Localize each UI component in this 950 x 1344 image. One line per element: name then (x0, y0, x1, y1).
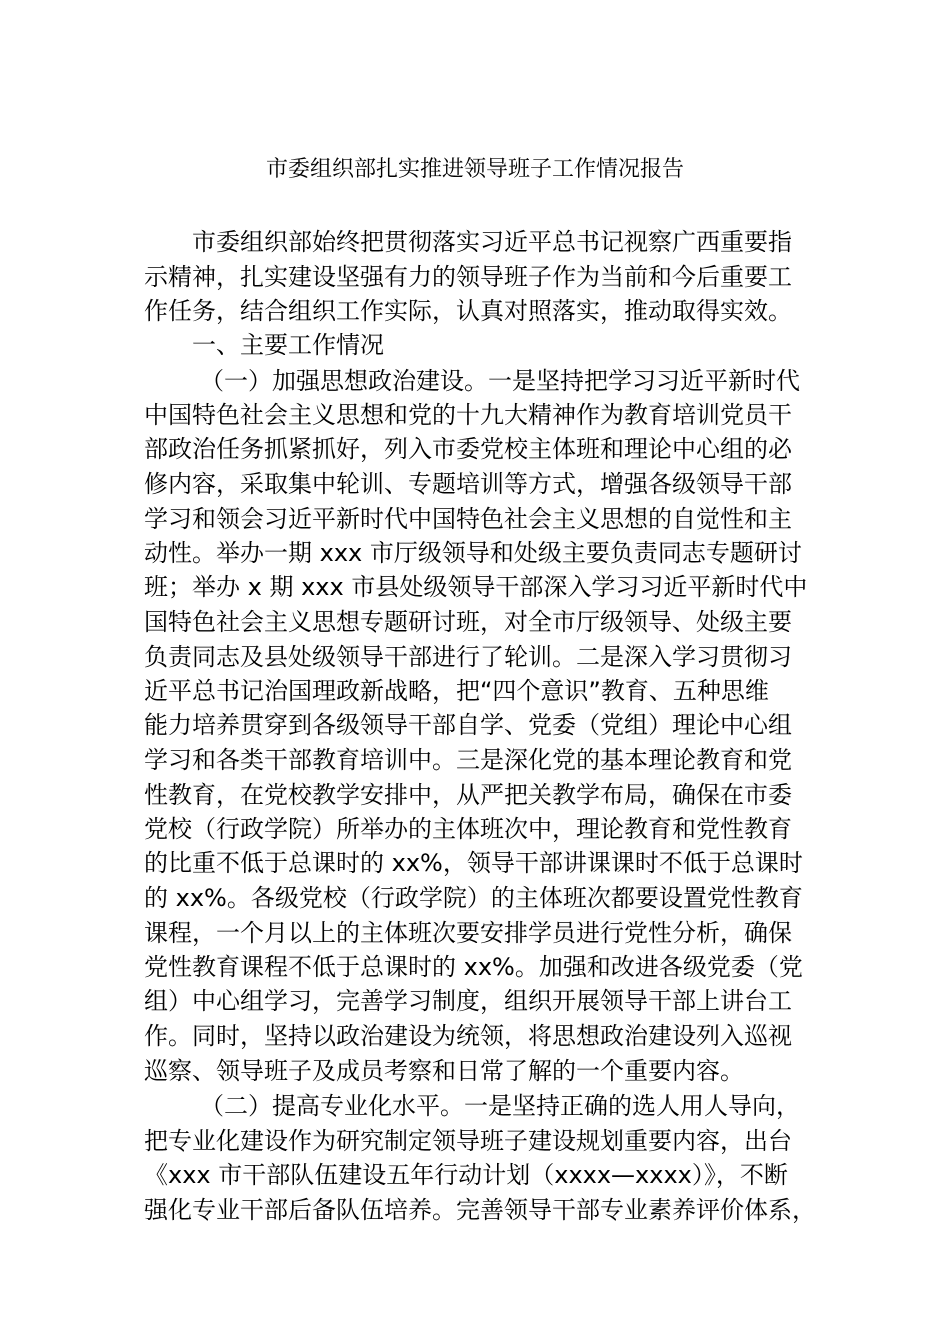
paragraph-line: 负责同志及县处级领导干部进行了轮训。二是深入学习贯彻习 (144, 643, 792, 671)
paragraph-line: 班；举办 x 期 xxx 市县处级领导干部深入学习习近平新时代中 (144, 573, 808, 601)
paragraph-line: 党校（行政学院）所举办的主体班次中，理论教育和党性教育 (144, 815, 792, 843)
paragraph-line: 强化专业干部后备队伍培养。完善领导干部专业素养评价体系， (144, 1196, 816, 1224)
paragraph-line: 课程，一个月以上的主体班次要安排学员进行党性分析，确保 (144, 919, 792, 947)
paragraph-line: 作。同时，坚持以政治建设为统领，将思想政治建设列入巡视 (144, 1022, 792, 1050)
document-title: 市委组织部扎实推进领导班子工作情况报告 (265, 157, 684, 182)
paragraph-line: 学习和领会习近平新时代中国特色社会主义思想的自觉性和主 (144, 505, 792, 533)
paragraph-line: 修内容，采取集中轮训、专题培训等方式，增强各级领导干部 (144, 470, 792, 498)
paragraph-line: 的比重不低于总课时的 xx%，领导干部讲课课时不低于总课时 (144, 849, 803, 877)
paragraph-line: 中国特色社会主义思想和党的十九大精神作为教育培训党员干 (144, 401, 792, 429)
paragraph-line: 作任务，结合组织工作实际，认真对照落实，推动取得实效。 (144, 297, 792, 325)
paragraph-line: 《xxx 市干部队伍建设五年行动计划（xxxx—xxxx）》，不断 (144, 1161, 788, 1189)
paragraph-line: 能力培养贯穿到各级领导干部自学、党委（党组）理论中心组 (144, 711, 792, 739)
paragraph-line: 动性。举办一期 xxx 市厅级领导和处级主要负责同志专题研讨 (144, 539, 802, 567)
paragraph-line: 市委组织部始终把贯彻落实习近平总书记视察广西重要指 (192, 228, 792, 256)
paragraph-line: 把专业化建设作为研究制定领导班子建设规划重要内容，出台 (144, 1127, 792, 1155)
paragraph-line: 巡察、领导班子及成员考察和日常了解的一个重要内容。 (144, 1057, 744, 1085)
paragraph-line: 性教育，在党校教学安排中，从严把关教学布局，确保在市委 (144, 781, 792, 809)
paragraph-line: 国特色社会主义思想专题研讨班，对全市厅级领导、处级主要 (144, 608, 792, 636)
paragraph-line: 近平总书记治国理政新战略，把“四个意识”教育、五种思维 (144, 677, 769, 705)
paragraph-line: 学习和各类干部教育培训中。三是深化党的基本理论教育和党 (144, 746, 792, 774)
paragraph-line: （一）加强思想政治建设。一是坚持把学习习近平新时代 (200, 367, 800, 395)
paragraph-line: 示精神，扎实建设坚强有力的领导班子作为当前和今后重要工 (144, 263, 792, 291)
paragraph-line: 组）中心组学习，完善学习制度，组织开展领导干部上讲台工 (144, 987, 792, 1015)
paragraph-line: 部政治任务抓紧抓好，列入市委党校主体班和理论中心组的必 (144, 435, 792, 463)
paragraph-line: （二）提高专业化水平。一是坚持正确的选人用人导向， (200, 1092, 800, 1120)
section-heading: 一、主要工作情况 (192, 331, 384, 359)
paragraph-line: 的 xx%。各级党校（行政学院）的主体班次都要设置党性教育 (144, 884, 803, 912)
paragraph-line: 党性教育课程不低于总课时的 xx%。加强和改进各级党委（党 (144, 953, 803, 981)
